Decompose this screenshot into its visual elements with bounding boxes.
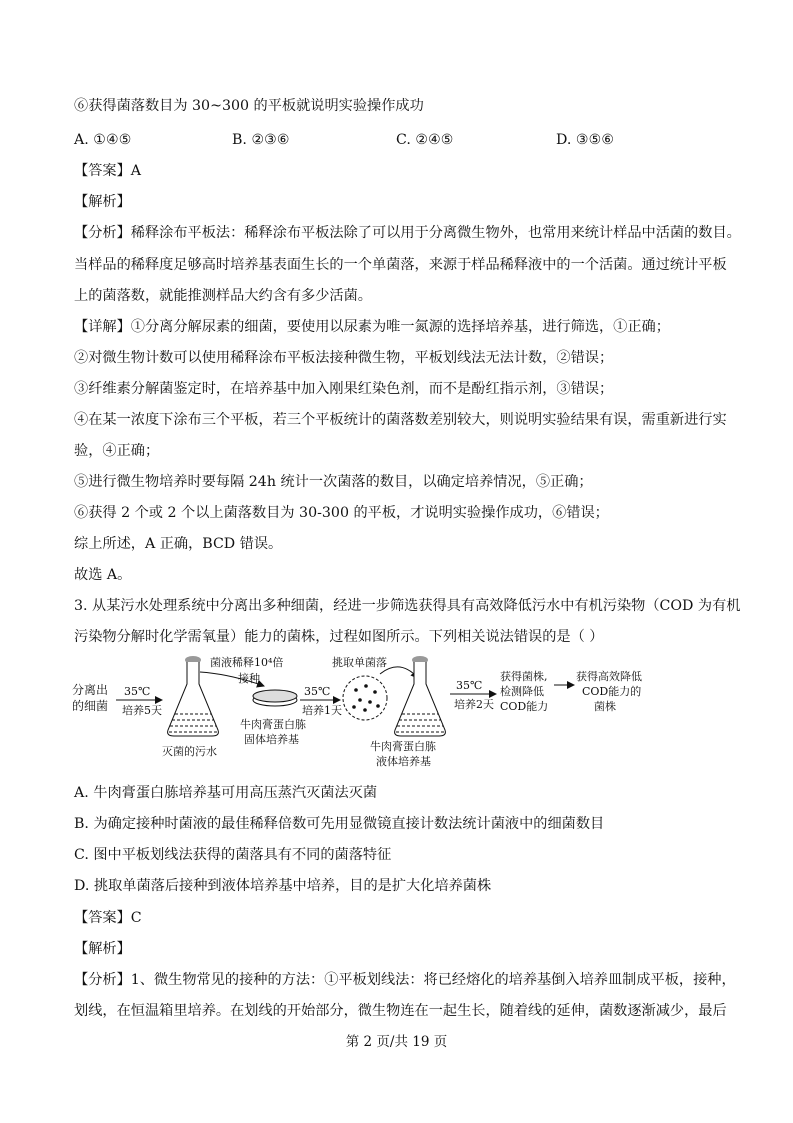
flask-2-label: 液体培养基 [376, 755, 431, 768]
q2-analysis-line: ④在某一浓度下涂布三个平板，若三个平板统计的菌落数差别较大，则说明实验结果有误，需重新进行实 [74, 412, 727, 428]
q3-answer: 【答案】C [74, 910, 142, 926]
q2-analysis-line: 故选 A。 [74, 567, 132, 583]
source-label: 的细菌 [72, 699, 109, 713]
result-label: 获得高效降低 [576, 670, 642, 683]
q3-option-b: B. 为确定接种时菌液的最佳稀释倍数可先用显微镜直接计数法统计菌液中的细菌数目 [74, 816, 605, 832]
q2-analysis-line: 【分析】稀释涂布平板法：稀释涂布平板法除了可以用于分离微生物外，也常用来统计样品中活菌的数目。 [74, 225, 741, 241]
q2-answer: 【答案】A [74, 163, 141, 179]
flask-1-label: 灭菌的污水 [162, 745, 217, 758]
q2-analysis-line: ③纤维素分解菌鉴定时，在培养基中加入刚果红染色剂，而不是酚红指示剂，③错误； [74, 381, 614, 397]
step2-duration: 培养1天 [302, 704, 342, 717]
process-figure [70, 652, 642, 770]
obtain-label: 获得菌株, [500, 670, 548, 683]
dish-label: 牛肉膏蛋白胨 [240, 718, 306, 731]
step1-temperature: 35℃ [124, 685, 151, 698]
pick-label: 挑取单菌落 [332, 656, 387, 669]
source-label: 分离出 [72, 683, 109, 697]
q2-analysis-line: 当样品的稀释度足够高时培养基表面生长的一个单菌落，来源于样品稀释液中的一个活菌。通过统计平板 [74, 257, 727, 273]
result-label: COD能力的 [582, 685, 642, 698]
step3-duration: 培养2天 [454, 698, 494, 711]
q2-analysis-line: 【详解】①分离分解尿素的细菌，要使用以尿素为唯一氮源的选择培养基，进行筛选，①正确； [74, 319, 670, 335]
q3-analysis-line: 划线，在恒温箱里培养。在划线的开始部分，微生物连在一起生长，随着线的延伸，菌数逐渐减少，最后 [74, 1003, 727, 1019]
step3-temperature: 35℃ [456, 679, 483, 692]
result-label: 菌株 [594, 700, 616, 713]
q3-analysis-line: 【分析】1、微生物常见的接种的方法：①平板划线法：将已经熔化的培养基倒入培养皿制成平板，接种， [74, 972, 736, 988]
q2-analysis-line: ②对微生物计数可以使用稀释涂布平板法接种微生物，平板划线法无法计数，②错误； [74, 350, 614, 366]
q3-option-c: C. 图中平板划线法获得的菌落具有不同的菌落特征 [74, 847, 392, 863]
step1-duration: 培养5天 [122, 704, 162, 717]
q2-analysis-line: ⑥获得 2 个或 2 个以上菌落数目为 30-300 的平板，才说明实验操作成功，⑥错误； [74, 505, 609, 521]
q2-analysis-line: 上的菌落数，就能推测样品大约含有多少活菌。 [74, 288, 372, 304]
flask-2-label: 牛肉膏蛋白胨 [370, 740, 436, 753]
q2-analysis-heading: 【解析】 [74, 194, 131, 210]
q2-option-d: D. ③⑤⑥ [556, 132, 615, 148]
obtain-label: COD能力 [500, 700, 549, 713]
dilution-label: 菌液稀释10⁴倍 [210, 656, 284, 669]
colony-plate-icon [343, 676, 387, 720]
obtain-label: 检测降低 [500, 685, 544, 698]
q2-analysis-line: 综上所述，A 正确，BCD 错误。 [74, 536, 283, 552]
q3-stem-line: 污染物分解时化学需氧量）能力的菌株，过程如图所示。下列相关说法错误的是（ ） [74, 629, 604, 645]
step2-temperature: 35℃ [304, 685, 331, 698]
q2-option-b: B. ②③⑥ [232, 132, 290, 148]
q2-analysis-line: ⑤进行微生物培养时要每隔 24h 统计一次菌落的数目，以确定培养情况，⑤正确； [74, 474, 593, 490]
q2-option-a: A. ①④⑤ [74, 132, 132, 148]
q2-analysis-line: 验，④正确； [74, 443, 160, 459]
page-footer: 第 2 页/共 19 页 [345, 1034, 448, 1050]
q3-analysis-heading: 【解析】 [74, 941, 131, 957]
q3-option-a: A. 牛肉膏蛋白胨培养基可用高压蒸汽灭菌法灭菌 [74, 785, 378, 801]
inoculate-label: 接种 [238, 672, 260, 685]
dish-label: 固体培养基 [244, 733, 299, 746]
q2-item6: ⑥获得菌落数目为 30~300 的平板就说明实验操作成功 [74, 98, 424, 114]
q3-stem-line: 3. 从某污水处理系统中分离出多种细菌，经进一步筛选获得具有高效降低污水中有机污染物（COD 为有机 [74, 598, 741, 614]
q3-option-d: D. 挑取单菌落后接种到液体培养基中培养，目的是扩大化培养菌株 [74, 878, 492, 894]
petri-dish-icon [253, 690, 297, 706]
q2-option-c: C. ②④⑤ [396, 132, 454, 148]
